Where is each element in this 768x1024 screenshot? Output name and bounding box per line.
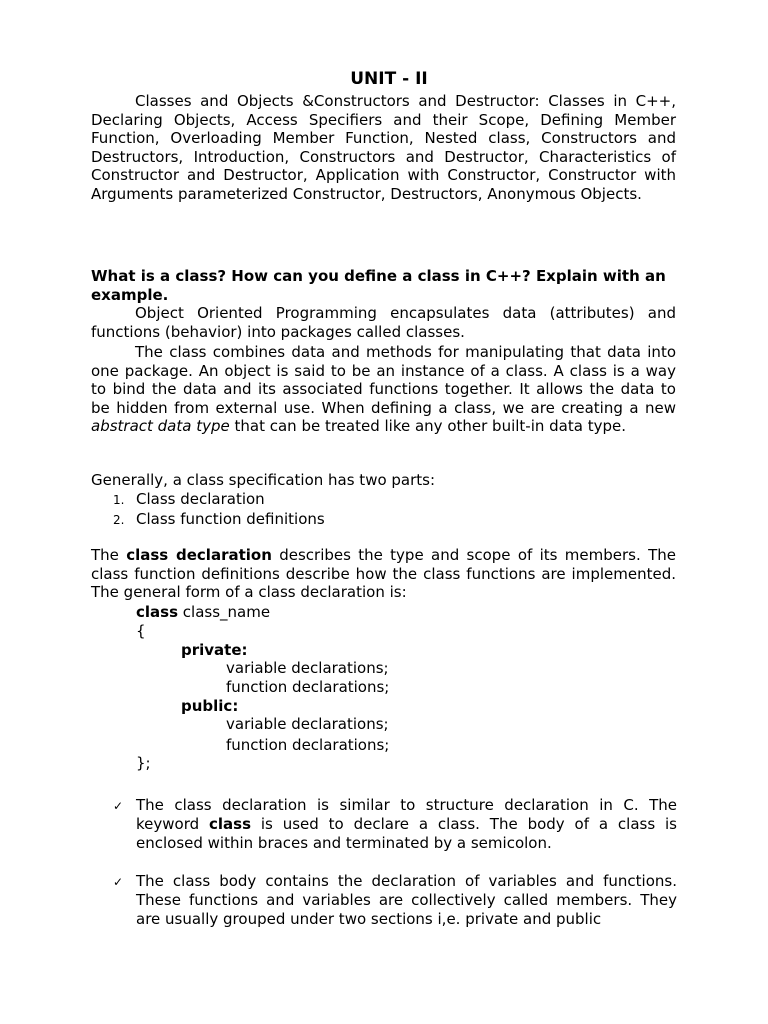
emphasis-abstract-data-type: abstract data type <box>91 417 230 436</box>
paragraph-text: The class combines data and methods for manipulating that data into one package. An object is said to be an instance of a class. A class is a way to bind the data and its associated functions together. It allows the data to be hidden from external use. When defining a class, we are creating a new <box>91 343 676 417</box>
code-line: variable declarations; <box>226 715 389 733</box>
paragraph-oop: Object Oriented Programming encapsulates data (attributes) and functions (behavior) into packages called classes. <box>91 304 676 341</box>
list-item: Class declaration <box>136 490 265 508</box>
bullet-text: The class declaration is similar to structure declaration in C. The keyword <box>136 796 677 833</box>
bullet-class-declaration <box>136 796 677 853</box>
code-open-brace: { <box>136 622 146 640</box>
list-item: Class function definitions <box>136 510 325 528</box>
code-line: variable declarations; <box>226 659 389 677</box>
bullet-class-body: The class body contains the declaration of variables and functions. These functions and variables are collectively called members. They are usually grouped under two sections i,e. private and public <box>136 872 677 928</box>
code-private-label: private: <box>181 641 248 659</box>
code-line: function declarations; <box>226 678 390 696</box>
question-heading: What is a class? How can you define a class in C++? Explain with an example. <box>91 267 666 304</box>
intro-paragraph: Classes and Objects &Constructors and Destructor: Classes in C++, Declaring Objects, Access Specifiers and their Scope, Defining Member Function, Overloading Member Function, Nested class, Constructors and Destructors, Introduction, Constructors and Destructor, Characteristics of Constructor and Destructor, Application with Constructor, Constructor with Arguments parameterized Constructor, Destructors, Anonymous Objects. <box>91 92 676 203</box>
check-icon: ✓ <box>113 799 124 813</box>
paragraph-class-declaration <box>91 546 676 602</box>
paragraph-text: The <box>91 546 127 564</box>
code-public-label: public: <box>181 697 239 715</box>
code-line: function declarations; <box>226 736 390 754</box>
check-icon: ✓ <box>113 875 124 889</box>
code-class-line <box>136 603 270 622</box>
paragraph-class-definition <box>91 343 676 436</box>
code-close-brace: }; <box>136 754 151 772</box>
parts-intro: Generally, a class specification has two parts: <box>91 471 436 489</box>
bullet-text: is used to declare a class. The body of a class is enclosed within braces and terminated by a semicolon. <box>136 815 677 852</box>
code-class-name: class_name <box>178 603 271 621</box>
page-title: UNIT - II <box>350 69 428 89</box>
list-number: 2. <box>113 513 125 527</box>
bold-keyword: class <box>209 815 252 833</box>
code-keyword: class <box>136 603 179 621</box>
bold-term: class declaration <box>126 546 272 564</box>
list-number: 1. <box>113 493 125 507</box>
paragraph-text: that can be treated like any other built-in data type. <box>229 417 626 436</box>
paragraph-text: describes the type and scope of its members. The class function definitions describe how the class functions are implemented. The general form of a class declaration is: <box>91 546 676 602</box>
